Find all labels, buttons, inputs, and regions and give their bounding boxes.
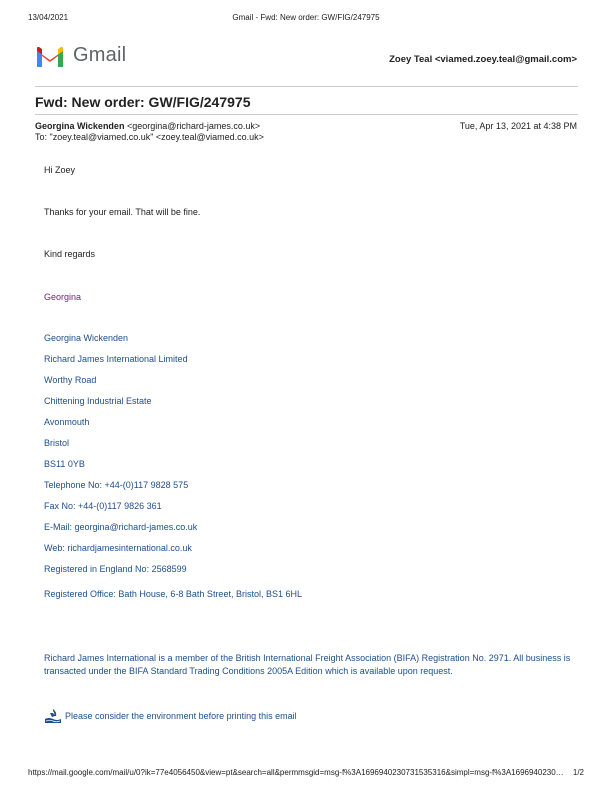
print-page-title: Gmail - Fwd: New order: GW/FIG/247975 bbox=[232, 13, 380, 22]
signature-email-line bbox=[44, 522, 197, 532]
signature-company: Richard James International Limited bbox=[44, 354, 188, 364]
message-recipients: To: "zoey.teal@viamed.co.uk" <zoey.teal@viamed.co.uk> bbox=[35, 132, 264, 142]
office-street-link[interactable]: Bath Street bbox=[185, 589, 231, 599]
greeting: Hi Zoey bbox=[44, 165, 76, 175]
office-suffix: , Bristol, BS1 6HL bbox=[230, 589, 302, 599]
signature-address3: Avonmouth bbox=[44, 417, 90, 427]
signature-office bbox=[44, 589, 302, 599]
gmail-m-icon bbox=[35, 45, 65, 69]
signature-registered: Registered in England No: 2568599 bbox=[44, 564, 187, 574]
sender-email: <georgina@richard-james.co.uk> bbox=[126, 121, 261, 131]
closing: Kind regards bbox=[44, 249, 96, 259]
signature-telephone: Telephone No: +44-(0)117 9828 575 bbox=[44, 480, 189, 490]
signature-fax: Fax No: +44-(0)117 9826 361 bbox=[44, 501, 162, 511]
gmail-wordmark: Gmail bbox=[73, 44, 127, 66]
email-label: E-Mail: bbox=[44, 522, 75, 532]
gmail-logo bbox=[35, 44, 130, 70]
thread-subject: Fwd: New order: GW/FIG/247975 bbox=[35, 94, 251, 110]
signature-web-line bbox=[44, 543, 192, 553]
signature-disclaimer: Richard James International is a member of the British International Freight Association (BIFA) Registration No. 2971. All business is transacted under the BIFA Standard Trading Conditions 2005A Edition which is available upon request. bbox=[44, 653, 571, 676]
web-label: Web: bbox=[44, 543, 68, 553]
signoff-name: Georgina bbox=[44, 292, 82, 302]
signature-name: Georgina Wickenden bbox=[44, 333, 129, 343]
signature-city: Bristol bbox=[44, 438, 70, 448]
message-date: Tue, Apr 13, 2021 at 4:38 PM bbox=[459, 121, 577, 131]
email-link[interactable]: georgina@richard-james.co.uk bbox=[74, 522, 198, 532]
environment-icon bbox=[44, 708, 62, 724]
web-link[interactable]: richardjamesinternational.co.uk bbox=[67, 543, 192, 553]
message-body: Thanks for your email. That will be fine. bbox=[44, 207, 201, 217]
print-date: 13/04/2021 bbox=[28, 13, 69, 22]
signature-postcode: BS11 0YB bbox=[44, 459, 85, 469]
sender-name: Georgina Wickenden bbox=[35, 121, 125, 131]
print-url: https://mail.google.com/mail/u/0?ik=77e4056450&view=pt&search=all&permmsgid=msg-f%3A1696940230731535316&simpl=msg-f%3A16969402307… bbox=[28, 768, 568, 777]
subject-divider bbox=[35, 114, 578, 115]
office-prefix: Registered Office: Bath House, 6-8 bbox=[44, 589, 186, 599]
print-page-number: 1/2 bbox=[572, 768, 584, 777]
signature-address2: Chittening Industrial Estate bbox=[44, 396, 152, 406]
signature-address1: Worthy Road bbox=[44, 375, 97, 385]
header-divider bbox=[35, 86, 578, 87]
environment-text: Please consider the environment before printing this email bbox=[65, 711, 297, 721]
message-sender bbox=[35, 121, 260, 131]
account-identity: Zoey Teal <viamed.zoey.teal@gmail.com> bbox=[389, 54, 577, 65]
